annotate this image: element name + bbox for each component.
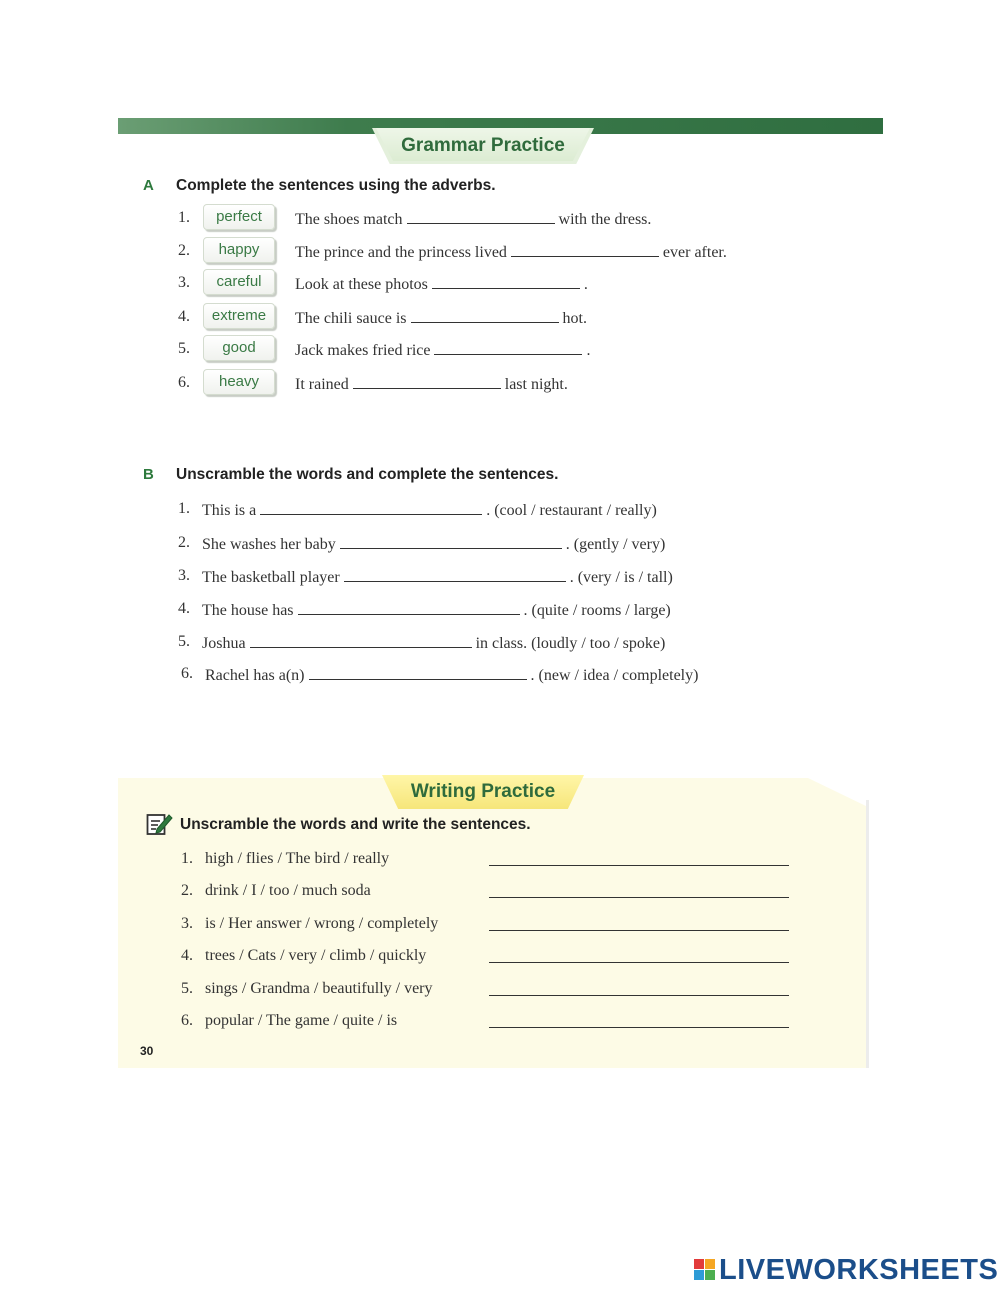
pencil-note-icon [146,812,174,836]
adverb-chip: careful [203,269,275,295]
sentence-before: The shoes match [295,211,403,228]
section-b-letter: B [143,466,154,483]
adverb-chip: perfect [203,204,275,230]
item-number: 5. [178,340,190,357]
sentence-after: in class. (loudly / too / spoke) [475,635,666,652]
sentence [202,600,671,620]
answer-blank[interactable] [407,209,555,224]
answer-blank[interactable] [434,340,582,355]
sentence-before: It rained [295,376,349,393]
item-number: 3. [178,274,190,291]
sentence [295,209,651,229]
answer-blank[interactable] [511,242,659,257]
scrambled-words: sings / Grandma / beautifully / very [205,980,433,997]
adverb-chip: heavy [203,369,275,395]
item-number: 3. [178,567,190,584]
sentence-after: ever after. [662,244,727,261]
sentence-before: Rachel has a(n) [205,667,305,684]
sentence [295,340,590,360]
section-a-letter: A [143,177,154,194]
item-number: 4. [178,600,190,617]
answer-blank[interactable] [411,308,559,323]
sentence-before: Look at these photos [295,276,428,293]
item-number: 4. [181,947,193,964]
sentence-after: . (gently / very) [565,536,666,553]
answer-blank[interactable] [340,534,562,549]
sentence-after: . (very / is / tall) [569,569,673,586]
sentence-after: . (new / idea / completely) [530,667,699,684]
item-number: 6. [178,374,190,391]
logo-text: LIVEWORKSHEETS [719,1253,999,1286]
sentence [202,534,665,554]
sentence [205,665,698,685]
sentence [295,374,568,394]
sentence-after: with the dress. [558,211,652,228]
item-number: 6. [181,665,193,682]
answer-line[interactable] [489,897,789,898]
liveworksheets-logo [694,1253,998,1287]
scrambled-words: is / Her answer / wrong / completely [205,915,439,932]
sentence [202,567,673,587]
scrambled-words: trees / Cats / very / climb / quickly [205,947,427,964]
item-number: 2. [178,534,190,551]
sentence-before: This is a [202,502,257,519]
item-number: 2. [181,882,193,899]
scrambled-words: high / flies / The bird / really [205,850,390,867]
sentence-after: . (cool / restaurant / really) [486,502,657,519]
sentence [295,308,587,328]
sentence [295,274,588,294]
section-b-instruction: Unscramble the words and complete the sentences. [176,466,559,483]
item-number: 6. [181,1012,193,1029]
answer-line[interactable] [489,865,789,866]
adverb-chip: extreme [203,303,275,329]
item-number: 1. [181,850,193,867]
adverb-chip: good [203,335,275,361]
answer-blank[interactable] [250,633,472,648]
scrambled-words: popular / The game / quite / is [205,1012,398,1029]
answer-line[interactable] [489,995,789,996]
grammar-title: Grammar Practice [401,135,565,156]
item-number: 2. [178,242,190,259]
sentence-after: . [583,276,588,293]
section-a-instruction: Complete the sentences using the adverbs. [176,177,496,194]
sentence-before: Joshua [202,635,246,652]
sentence-before: The chili sauce is [295,310,407,327]
answer-blank[interactable] [298,600,520,615]
page-number: 30 [140,1044,154,1058]
writing-panel-edge [866,800,869,1068]
answer-blank[interactable] [309,665,527,680]
item-number: 4. [178,308,190,325]
sentence-after: hot. [562,310,587,327]
answer-line[interactable] [489,1027,789,1028]
item-number: 5. [178,633,190,650]
sentence-before: She washes her baby [202,536,336,553]
sentence-after: . (quite / rooms / large) [523,602,671,619]
answer-line[interactable] [489,930,789,931]
scrambled-words: drink / I / too / much soda [205,882,371,899]
sentence-after: . [586,342,591,359]
sentence-before: The house has [202,602,294,619]
answer-blank[interactable] [432,274,580,289]
item-number: 5. [181,980,193,997]
adverb-chip: happy [203,237,275,263]
sentence-before: The prince and the princess lived [295,244,507,261]
item-number: 1. [178,209,190,226]
answer-line[interactable] [489,962,789,963]
answer-blank[interactable] [353,374,501,389]
answer-blank[interactable] [344,567,566,582]
sentence-before: Jack makes fried rice [295,342,431,359]
item-number: 3. [181,915,193,932]
sentence [202,500,657,520]
writing-instruction: Unscramble the words and write the sentences. [180,816,531,833]
sentence-after: last night. [504,376,568,393]
sentence [295,242,727,262]
answer-blank[interactable] [260,500,482,515]
sentence-before: The basketball player [202,569,340,586]
writing-title: Writing Practice [410,781,556,802]
sentence [202,633,665,653]
logo-mark-icon [694,1259,716,1281]
item-number: 1. [178,500,190,517]
